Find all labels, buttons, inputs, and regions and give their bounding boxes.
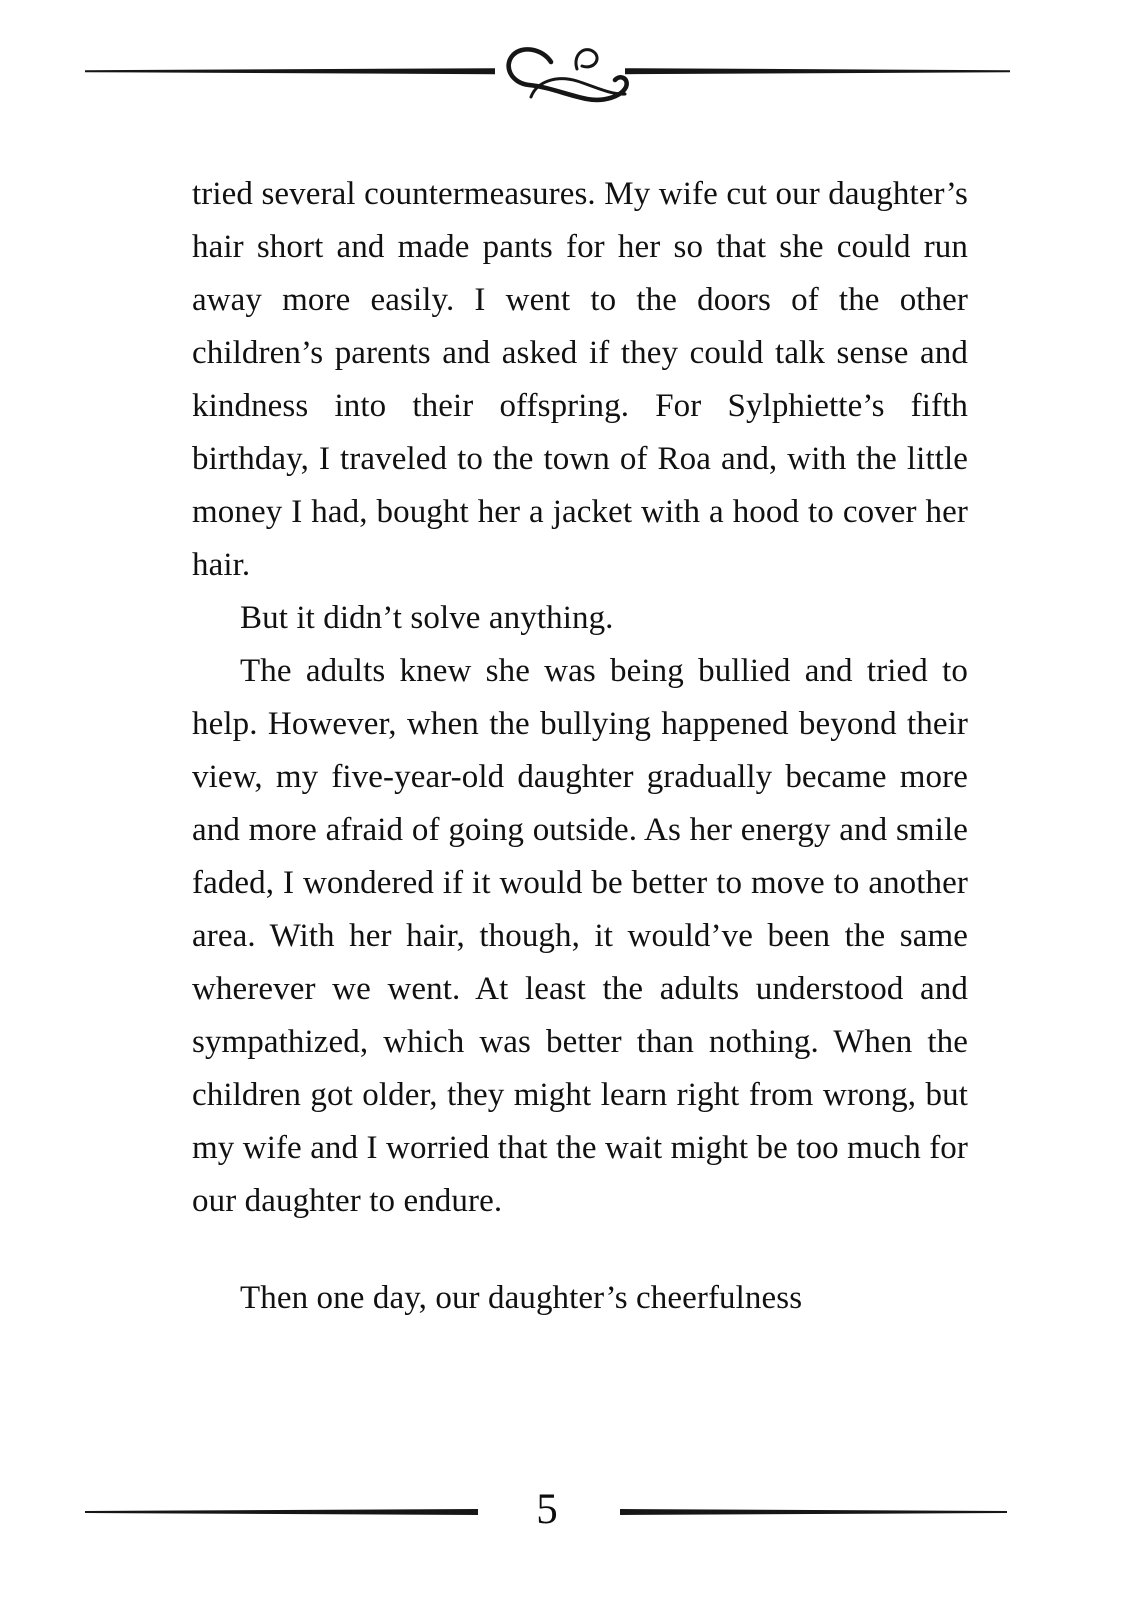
paragraph-continuation: tried several countermeasures. My wife cut our daughter’s hair short and made pants for her so that she could run away more easily. I went to the doors of the other children’s parents and asked if they could talk sense and kindness into their offspring. For Sylphiette’s fifth birthday, I traveled to the town of Roa and, with the little money I had, bought her a jacket with a hood to cover her hair. — [192, 176, 968, 583]
page-number: 5 — [536, 1486, 558, 1533]
footer-rule-right — [620, 1507, 1007, 1517]
header-rule-left — [85, 68, 495, 74]
header-rule-right — [625, 68, 1010, 74]
paragraph: Then one day, our daughter’s cheerfulness — [240, 1280, 803, 1316]
calligraphic-flourish-icon — [509, 49, 627, 99]
footer-rule-left — [85, 1507, 478, 1517]
header-divider-graphic — [85, 38, 1025, 112]
paragraph: But it didn’t solve anything. — [240, 600, 614, 636]
body-text — [192, 168, 968, 1325]
page-footer — [85, 1478, 1037, 1542]
paragraph: The adults knew she was being bullied and tried to help. However, when the bullying happened beyond their view, my five-year-old daughter gradually became more and more afraid of going outside. As her energy and smile faded, I wondered if it would be better to move to another area. With her hair, though, it would’ve been the same wherever we went. At least the adults understood and sympathized, which was better than nothing. When the children got older, they might learn right from wrong, but my wife and I worried that the wait might be too much for our daughter to endure. — [192, 653, 968, 1219]
header-divider — [85, 38, 1025, 112]
